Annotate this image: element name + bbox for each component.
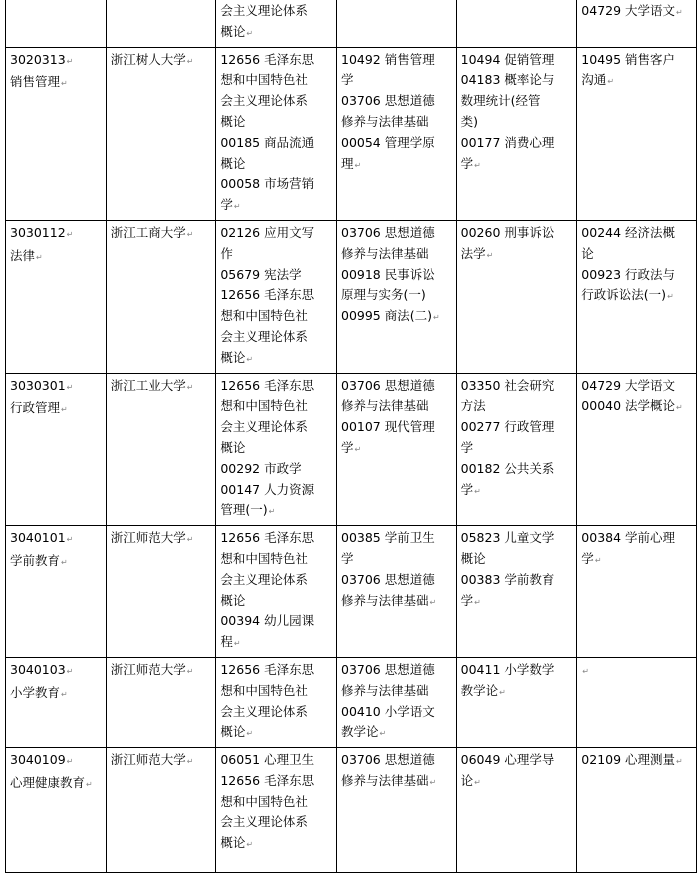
paragraph-mark: ↵ [246, 354, 254, 364]
course-line: 00383 学前教育 [460, 571, 555, 587]
school-cell [106, 47, 216, 220]
course-line: 00147 人力资源 [220, 481, 315, 497]
course-line: 学↵ [460, 481, 481, 497]
paragraph-mark: ↵ [474, 597, 481, 607]
course-line: 00054 管理学原 [341, 134, 435, 150]
course-line: 06049 心理学导 [460, 752, 555, 768]
course-cell-2 [337, 373, 457, 526]
paragraph-mark: ↵ [36, 252, 43, 262]
course-line: 想和中国特色社 [220, 398, 308, 414]
course-line: 方法 [460, 398, 486, 414]
course-cell-3 [456, 526, 577, 658]
course-line: 行政诉讼法(一)↵ [581, 287, 674, 303]
school-name: 浙江师范大学↵ [110, 661, 194, 677]
school-cell [106, 0, 216, 47]
paragraph-mark: ↵ [186, 56, 194, 66]
course-line: 03706 思想道德 [341, 571, 435, 587]
school-cell [106, 373, 216, 526]
course-cell-4 [577, 47, 697, 220]
course-cell-1 [216, 373, 337, 526]
course-line: 00385 学前卫生 [341, 530, 435, 546]
paragraph-mark: ↵ [474, 160, 481, 170]
course-line: 会主义理论体系 [220, 814, 308, 830]
course-cell-2 [337, 0, 457, 47]
course-line: 想和中国特色社 [220, 793, 308, 809]
major-cell [6, 47, 107, 220]
paragraph-mark: ↵ [61, 557, 68, 567]
major-code: 3040101↵ [10, 530, 74, 546]
major-cell [6, 657, 107, 747]
course-line: 想和中国特色社 [220, 308, 308, 324]
course-line: 会主义理论体系 [220, 328, 308, 344]
major-name: 学前教育↵ [10, 552, 68, 568]
course-line: 00182 公共关系 [460, 460, 555, 476]
course-line: 概论↵ [220, 835, 254, 851]
paragraph-mark: ↵ [676, 403, 683, 413]
course-line: 程↵ [220, 634, 241, 650]
paragraph-mark: ↵ [354, 160, 362, 170]
paragraph-mark: ↵ [429, 777, 437, 787]
school-cell [106, 748, 216, 873]
paragraph-mark: ↵ [186, 535, 194, 545]
course-line: 数理统计(经管 [460, 93, 541, 109]
paragraph-mark: ↵ [61, 79, 68, 89]
course-line: 06051 心理卫生 [220, 752, 315, 768]
course-line: 10492 销售管理 [341, 51, 435, 67]
paragraph-mark: ↵ [268, 507, 276, 517]
course-cell-3 [456, 220, 577, 373]
course-line: 概论 [220, 155, 246, 171]
course-line: 学↵ [581, 550, 602, 566]
course-line: 概论 [460, 550, 486, 566]
course-line: 03706 思想道德 [341, 661, 435, 677]
course-line: 05823 儿童文学 [460, 530, 555, 546]
major-code: 3040103↵ [10, 661, 74, 677]
school-name: 浙江树人大学↵ [110, 51, 194, 67]
course-line: 04183 概率论与 [460, 72, 555, 88]
paragraph-mark: ↵ [66, 666, 74, 676]
course-line: 00177 消费心理 [460, 134, 555, 150]
course-cell-3 [456, 657, 577, 747]
course-line: 03706 思想道德 [341, 752, 435, 768]
course-line: 概论 [220, 113, 246, 129]
course-cell-1 [216, 0, 337, 47]
table-row [6, 748, 697, 873]
school-name: 浙江师范大学↵ [110, 530, 194, 546]
course-cell-4 [577, 0, 697, 47]
course-line: 03706 思想道德 [341, 93, 435, 109]
course-line: 沟通↵ [581, 72, 615, 88]
course-line: 修养与法律基础↵ [341, 772, 437, 788]
paragraph-mark: ↵ [66, 229, 74, 239]
paragraph-mark: ↵ [499, 687, 506, 697]
paragraph-mark: ↵ [186, 229, 194, 239]
course-line: 02126 应用文写 [220, 224, 315, 240]
course-cell-1 [216, 47, 337, 220]
table-row [6, 373, 697, 526]
course-cell-4 [577, 373, 697, 526]
course-line: 修养与法律基础 [341, 682, 429, 698]
course-line: 管理(一)↵ [220, 502, 276, 518]
course-line: 作 [220, 245, 233, 261]
major-code: 3020313↵ [10, 51, 74, 67]
table-row [6, 526, 697, 658]
course-cell-1 [216, 220, 337, 373]
major-name: 心理健康教育↵ [10, 774, 93, 790]
paragraph-mark: ↵ [379, 729, 387, 739]
paragraph-mark: ↵ [61, 405, 68, 415]
paragraph-mark: ↵ [186, 757, 194, 767]
course-line: 想和中国特色社 [220, 72, 308, 88]
course-cell-2 [337, 220, 457, 373]
major-cell [6, 220, 107, 373]
course-line: 教学论↵ [460, 682, 506, 698]
course-cell-2 [337, 526, 457, 658]
course-line: 理↵ [341, 155, 362, 171]
paragraph-mark: ↵ [667, 292, 674, 302]
paragraph-mark: ↵ [233, 202, 241, 212]
course-line: 论↵ [460, 772, 481, 788]
course-line: 12656 毛泽东思 [220, 530, 315, 546]
course-cell-3 [456, 373, 577, 526]
course-cell-1 [216, 526, 337, 658]
course-line: 00277 行政管理 [460, 419, 555, 435]
course-line: 学 [341, 72, 354, 88]
course-line: 概论 [220, 439, 246, 455]
course-line: 学 [341, 550, 354, 566]
paragraph-mark: ↵ [246, 28, 254, 38]
paragraph-mark: ↵ [246, 840, 254, 850]
paragraph-mark: ↵ [429, 597, 437, 607]
course-line: 12656 毛泽东思 [220, 772, 315, 788]
major-cell [6, 373, 107, 526]
course-line: 学 [460, 439, 474, 455]
course-line: 00058 市场营销 [220, 176, 315, 192]
paragraph-mark: ↵ [676, 757, 683, 767]
course-line: 00384 学前心理 [581, 530, 676, 546]
course-line: 00394 幼儿园课 [220, 613, 315, 629]
paragraph-mark: ↵ [474, 486, 481, 496]
course-line: 03706 思想道德 [341, 377, 435, 393]
course-line: 概论↵ [220, 349, 254, 365]
paragraph-mark: ↵ [582, 666, 589, 676]
school-cell [106, 526, 216, 658]
major-name: 法律↵ [10, 247, 43, 263]
course-cell-4 [577, 657, 697, 747]
paragraph-mark: ↵ [433, 313, 440, 323]
course-line: 修养与法律基础 [341, 245, 429, 261]
course-line: 03706 思想道德 [341, 224, 435, 240]
course-line: 04729 大学语文↵ [581, 3, 683, 18]
course-line: 12656 毛泽东思 [220, 287, 315, 303]
course-line: 12656 毛泽东思 [220, 377, 315, 393]
paragraph-mark: ↵ [66, 535, 74, 545]
course-line: 会主义理论体系 [220, 703, 308, 719]
course-line: 修养与法律基础↵ [341, 592, 437, 608]
major-cell [6, 0, 107, 47]
table-body [6, 0, 697, 873]
major-cell [6, 748, 107, 873]
course-line: 10495 销售客户 [581, 51, 676, 67]
paragraph-mark: ↵ [86, 779, 93, 789]
course-line: 会主义理论体系 [220, 419, 308, 435]
major-code: 3040109↵ [10, 752, 74, 768]
course-line: 会主义理论体系 [220, 3, 308, 18]
course-line: 会主义理论体系 [220, 93, 308, 109]
course-cell-4 [577, 748, 697, 873]
course-line: 03350 社会研究 [460, 377, 555, 393]
course-line: 00411 小学数学 [460, 661, 555, 677]
course-line: 00185 商品流通 [220, 134, 315, 150]
table-row [6, 657, 697, 747]
paragraph-mark: ↵ [474, 777, 481, 787]
course-cell-1 [216, 657, 337, 747]
course-cell-3 [456, 47, 577, 220]
course-line: 原理与实务(一) [341, 287, 426, 303]
course-line: 法学↵ [460, 245, 494, 261]
course-cell-1 [216, 748, 337, 873]
course-line: 概论 [220, 592, 246, 608]
school-cell [106, 220, 216, 373]
major-cell [6, 526, 107, 658]
course-line: 学↵ [220, 197, 241, 213]
course-cell-2 [337, 748, 457, 873]
course-cell-3 [456, 748, 577, 873]
course-line: 想和中国特色社 [220, 550, 308, 566]
school-name: 浙江工商大学↵ [110, 224, 194, 240]
course-line: 12656 毛泽东思 [220, 51, 315, 67]
course-line: 00244 经济法概 [581, 224, 676, 240]
paragraph-mark: ↵ [354, 444, 362, 454]
course-line: 02109 心理测量↵ [581, 752, 683, 768]
paragraph-mark: ↵ [66, 757, 74, 767]
course-line: 修养与法律基础 [341, 113, 429, 129]
course-line: 学↵ [341, 439, 362, 455]
course-cell-4 [577, 220, 697, 373]
course-line: 会主义理论体系 [220, 571, 308, 587]
course-cell-2 [337, 47, 457, 220]
major-name: 行政管理↵ [10, 400, 68, 416]
course-line: 学↵ [460, 592, 481, 608]
paragraph-mark: ↵ [594, 555, 602, 565]
table-row [6, 0, 697, 47]
paragraph-mark: ↵ [186, 382, 194, 392]
course-line: 12656 毛泽东思 [220, 661, 315, 677]
course-line: 05679 宪法学 [220, 266, 302, 282]
major-name: 销售管理↵ [10, 74, 68, 90]
paragraph-mark: ↵ [233, 639, 241, 649]
course-line: 类) [460, 113, 479, 129]
course-line: 概论↵ [220, 23, 254, 39]
major-code: 3030301↵ [10, 377, 74, 393]
paragraph-mark: ↵ [676, 8, 683, 17]
paragraph-mark: ↵ [66, 382, 74, 392]
course-line: 概论↵ [220, 724, 254, 740]
school-cell [106, 657, 216, 747]
paragraph-mark: ↵ [246, 729, 254, 739]
course-line: 论 [581, 245, 594, 261]
course-line: 04729 大学语文 [581, 377, 676, 393]
course-cell-4 [577, 526, 697, 658]
course-line: 教学论↵ [341, 724, 387, 740]
course-line: 学↵ [460, 155, 481, 171]
paragraph-mark: ↵ [607, 77, 615, 87]
course-line: 00292 市政学 [220, 460, 302, 476]
school-name: 浙江工业大学↵ [110, 377, 194, 393]
exam-schedule-table [5, 0, 697, 873]
course-line: 00040 法学概论↵ [581, 398, 683, 414]
course-line: 想和中国特色社 [220, 682, 308, 698]
course-line: 00410 小学语文 [341, 703, 435, 719]
course-line: 00995 商法(二)↵ [341, 308, 440, 324]
course-cell-3 [456, 0, 577, 47]
paragraph-mark: ↵ [61, 689, 68, 699]
course-line: 00923 行政法与 [581, 266, 676, 282]
paragraph-mark: ↵ [486, 250, 494, 260]
course-line: 00260 刑事诉讼 [460, 224, 555, 240]
paragraph-mark: ↵ [66, 56, 74, 66]
paragraph-mark: ↵ [186, 666, 194, 676]
course-line: 00107 现代管理 [341, 419, 435, 435]
course-cell-2 [337, 657, 457, 747]
course-line: 00918 民事诉讼 [341, 266, 435, 282]
school-name: 浙江师范大学↵ [110, 752, 194, 768]
course-line: 10494 促销管理 [460, 51, 555, 67]
major-code: 3030112↵ [10, 224, 74, 240]
major-name: 小学教育↵ [10, 684, 68, 700]
course-line: 修养与法律基础 [341, 398, 429, 414]
table-row [6, 220, 697, 373]
table-row [6, 47, 697, 220]
